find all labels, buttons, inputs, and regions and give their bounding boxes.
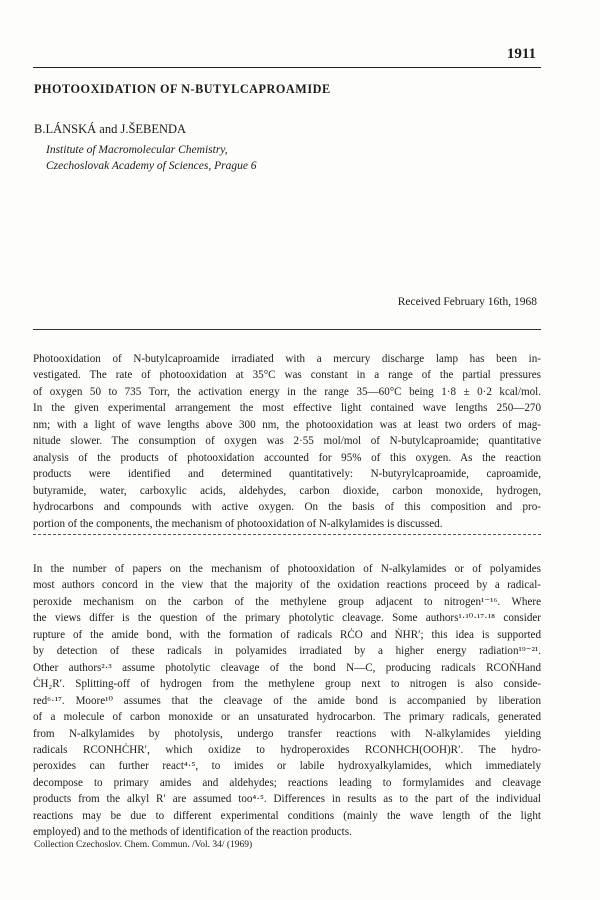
page-number: 1911 [506, 46, 536, 62]
affiliation [46, 142, 257, 174]
body-line: In the number of papers on the mechanism of photooxidation of N-alkylamides or of polyamides [33, 563, 541, 575]
body-line: employed) and to the methods of identification of the reaction products. [33, 826, 352, 839]
body-line: reactions may be due to different experimental conditions (mainly the wave length of the light [33, 809, 541, 822]
abstract-line: In the given experimental arrangement the most effective light contained wave lengths 250—270 [33, 402, 541, 415]
body-line: by detection of these radicals in polyamides irradiated by a higher energy radiation¹⁹⁻²¹. [33, 645, 541, 658]
abstract-line: portion of the components, the mechanism of photooxidation of N-alkylamides is discussed. [33, 517, 443, 530]
abstract [33, 351, 541, 532]
body-line: red⁶·¹⁷. Moore¹⁰ assumes that the cleavage of the amide bond is accompanied by liberation [33, 694, 541, 707]
body-line: rupture of the amide bond, with the formation of radicals RĊO and ṄHR′; this idea is supported [33, 628, 541, 641]
body-text [33, 561, 541, 841]
abstract-line: analysis of the products of photooxidation accounted for 95% of this oxygen. As the reaction [33, 451, 541, 464]
abstract-top-rule [33, 329, 541, 330]
body-line: ĊH₂R′. Splitting-off of hydrogen from the methylene group next to nitrogen is also conside- [33, 678, 541, 691]
abstract-line: nm; with a light of wave lengths above 300 nm, the photooxidation was at least two orders of mag- [33, 418, 541, 431]
abstract-line: butyramide, water, carboxylic acids, aldehydes, carbon dioxide, carbon monoxide, hydrogen, [33, 484, 541, 497]
affiliation-line: Czechoslovak Academy of Sciences, Prague 6 [46, 160, 257, 172]
body-line: peroxide mechanism on the carbon of the methylene group adjacent to nitrogen¹⁻¹⁶. Where [33, 595, 541, 608]
abstract-line: vestigated. The rate of photooxidation at 35°C was constant in a range of the partial pressures [33, 369, 541, 382]
abstract-line: Photooxidation of N-butylcaproamide irradiated with a mercury discharge lamp has been in- [33, 353, 541, 365]
abstract-line: hydrocarbons and compounds with active oxygen. On the basis of this composition and pro- [33, 501, 541, 514]
affiliation-line: Institute of Macromolecular Chemistry, [46, 144, 228, 156]
body-line: decompose to primary amides and aldehydes; reactions leading to formylamides and cleavage [33, 776, 541, 789]
authors: B.LÁNSKÁ and J.ŠEBENDA [34, 122, 187, 136]
body-line: products from the alkyl R′ are assumed too⁴·⁵. Differences in results as to the part of the individual [33, 793, 541, 806]
article-title: PHOTOOXIDATION OF N-BUTYLCAPROAMIDE [34, 82, 331, 96]
body-line: radicals RCONHĊHR′, which oxidize to hydroperoxides RCONHCH(OOH)R′. The hydro- [33, 743, 541, 756]
abstract-line: of oxygen 50 to 735 Torr, the activation energy in the range 35—60°C being 1·8 ± 0·2 kcal/mol. [33, 385, 541, 398]
body-line: of a molecule of carbon monoxide or an unsaturated hydrocarbon. The primary radicals, generated [33, 711, 541, 724]
body-line: peroxides can further react⁴·⁵, to imides or labile hydroxyalkylamides, which immediately [33, 760, 541, 773]
abstract-line: nitude slower. The consumption of oxygen was 2·55 mol/mol of N-butylcaproamide; quantitative [33, 435, 541, 448]
abstract-line: products were identified and determined quantitatively: N-butyrylcaproamide, caproamide, [33, 468, 541, 481]
body-line: Other authors²·³ assume photolytic cleavage of the bond N—C, producing radicals RCOṄHand [33, 661, 541, 674]
header-rule [33, 67, 541, 68]
body-line: most authors concord in the view that the majority of the oxidation reactions proceed by a radical- [33, 579, 541, 592]
abstract-bottom-rule [33, 534, 541, 535]
body-line: from N-alkylamides by photolysis, undergo transfer reactions with N-alkylamides yielding [33, 727, 541, 740]
body-line: the views differ is the question of the primary photolytic cleavage. Some authors¹·¹⁰·¹⁷·¹⁸ consider [33, 612, 541, 625]
received-date: Received February 16th, 1968 [397, 296, 537, 308]
journal-citation: Collection Czechoslov. Chem. Commun. /Vol. 34/ (1969) [34, 840, 253, 850]
